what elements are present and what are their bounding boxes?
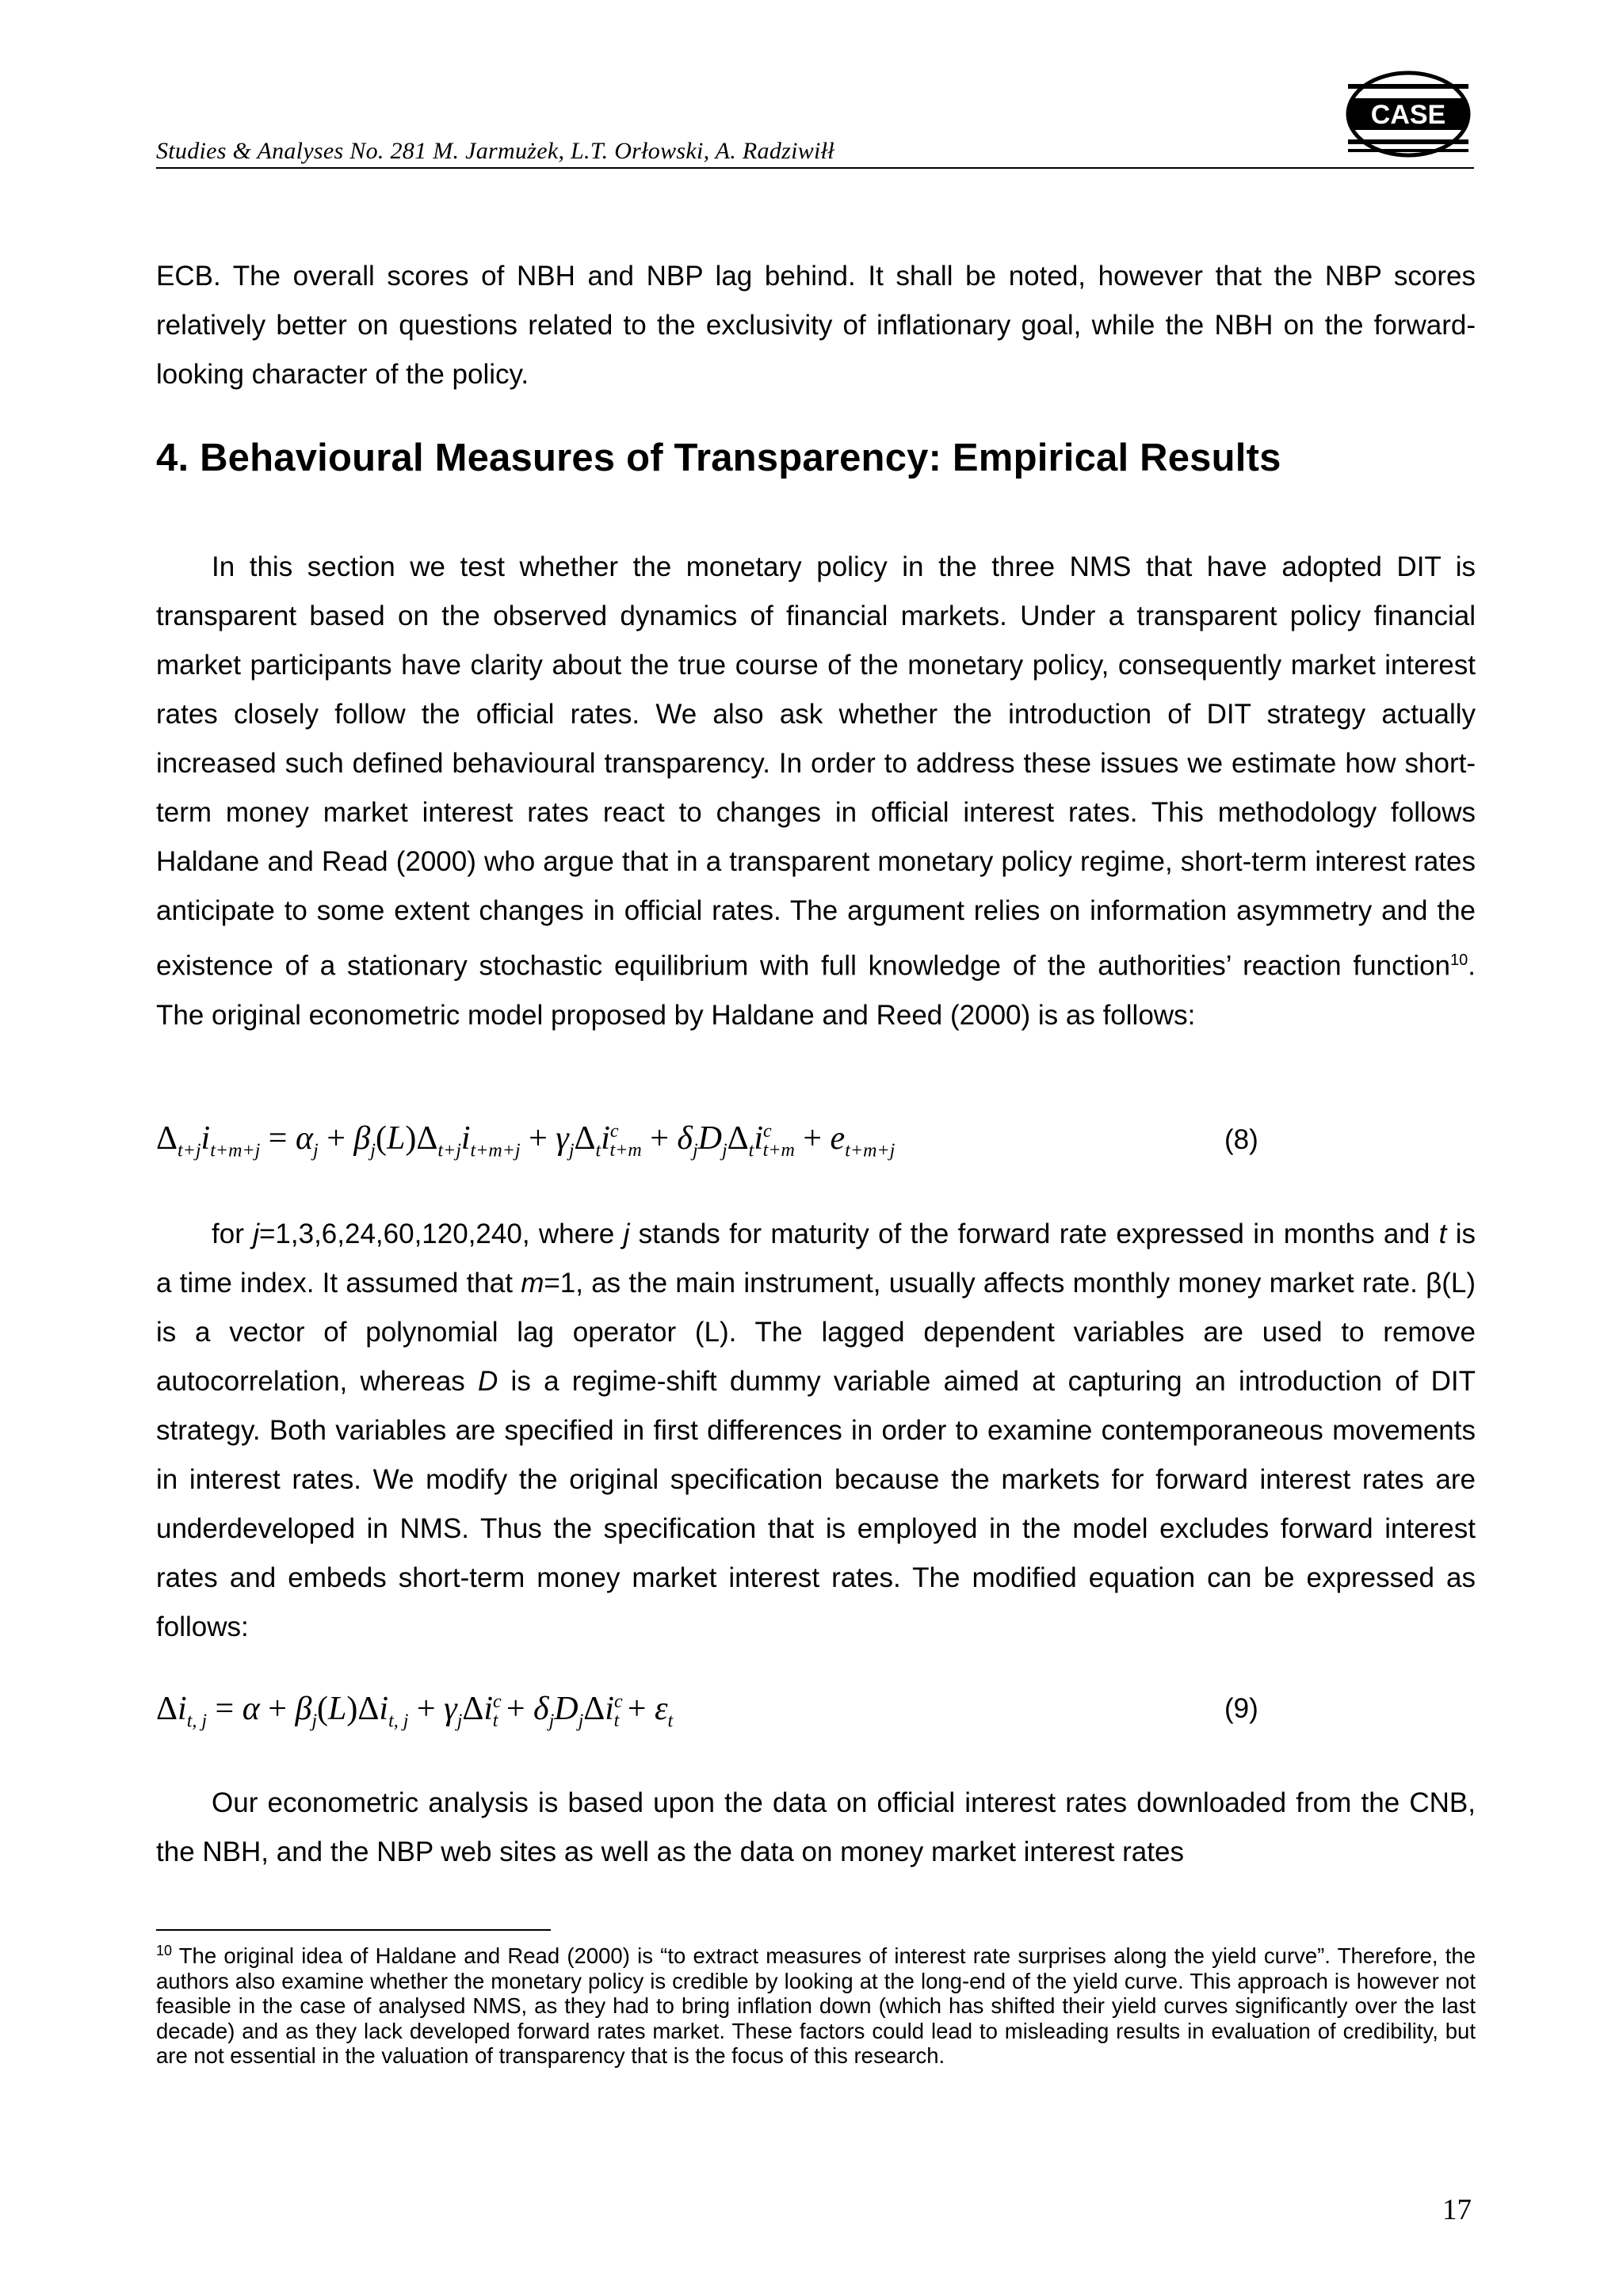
p3-part-a: for	[212, 1219, 254, 1249]
p3-m: m	[521, 1268, 544, 1299]
paragraph-data: Our econometric analysis is based upon the data on official interest rates downloaded from the CNB, the NBH, and the NBP web sites as well as the data on money market interest rates	[156, 1787, 1476, 1867]
p3-j2: j	[623, 1219, 630, 1249]
footnote	[156, 1939, 1476, 2069]
p3-part-d: is a time index. It assumed that	[156, 1219, 1476, 1299]
running-header: Studies & Analyses No. 281 M. Jarmużek, L.T. Orłowski, A. Radziwiłł	[156, 138, 834, 164]
equation-9: $\Delta i_{t, j} = \alpha + \beta_j(L)\Delta i_{t, j} + \gamma_j\Delta i^c_t + \delta_jD_j\Delta i^c_t + \varepsilon_t$	[156, 1691, 674, 1732]
equation-8: $\Delta_{t+j}i_{t+m+j} = \alpha_j + \beta_j(L)\Delta_{t+j}i_{t+m+j} + \gamma_j\Delta_ti^c_{t+m} + \delta_jD_j\Delta_ti^c_{t+m} + e_{t+m+j}$	[156, 1120, 896, 1161]
section-heading: 4. Behavioural Measures of Transparency: Empirical Results	[156, 437, 1281, 479]
footnote-marker: 10	[156, 1943, 173, 1958]
footnote-ref: 10	[1450, 952, 1468, 969]
equation-9-number: (9)	[1224, 1693, 1258, 1724]
paragraph-methodology	[156, 543, 1476, 1040]
page-number: 17	[1442, 2194, 1472, 2226]
equation-8-number: (8)	[1224, 1124, 1258, 1155]
footnote-text: The original idea of Haldane and Read (2000) is “to extract measures of interest rate surprises along the yield curve”. Therefore, the authors also examine whether the monetary policy is credible by looking at the long-end of the yield curve. This approach is however not feasible in the case of analysed NMS, as they had to bring inflation down (which has shifted their yield curves significantly over the last decade) and as they lack developed forward rates market. These factors could lead to misleading results in evaluation of credibility, but are not essential in the valuation of transparency that is the focus of this research.	[156, 1943, 1476, 2069]
case-logo	[1345, 67, 1472, 162]
p3-part-e: =1, as the main instrument, usually affects monthly money market rate. β(L) is a vector of polynomial lag operator (L). The lagged dependent variables are used to remove autocorrelation, whereas	[156, 1268, 1476, 1397]
footnote-rule	[156, 1929, 551, 1931]
p3-D: D	[478, 1366, 498, 1397]
p3-j1: j	[253, 1219, 259, 1249]
paragraph-intro: ECB. The overall scores of NBH and NBP lag behind. It shall be noted, however that the NBP scores relatively better on questions related to the exclusivity of inflationary goal, while the NBH on the forward-looking character of the policy.	[156, 261, 1476, 390]
header-rule	[156, 167, 1474, 169]
p3-part-c: stands for maturity of the forward rate expressed in months and	[629, 1219, 1439, 1249]
paragraph-variables	[156, 1210, 1476, 1652]
logo-text: CASE	[1370, 100, 1446, 130]
p3-part-f: is a regime-shift dummy variable aimed at capturing an introduction of DIT strategy. Both variables are specified in first differences in order to examine contemporaneous movements in interest rates. We modify the original specification because the markets for forward interest rates are underdeveloped in NMS. Thus the specification that is employed in the model excludes forward interest rates and embeds short-term money market interest rates. The modified equation can be expressed as follows:	[156, 1366, 1476, 1642]
paragraph-methodology-text: In this section we test whether the monetary policy in the three NMS that have adopted DIT is transparent based on the observed dynamics of financial markets. Under a transparent policy financial market participants have clarity about the true course of the monetary policy, consequently market interest rates closely follow the official rates. We also ask whether the introduction of DIT strategy actually increased such defined behavioural transparency. In order to address these issues we estimate how short-term money market interest rates react to changes in official interest rates. This methodology follows Haldane and Read (2000) who argue that in a transparent monetary policy regime, short-term interest rates anticipate to some extent changes in official rates. The argument relies on information asymmetry and the existence of a stationary stochastic equilibrium with full knowledge of the authorities’ reaction function	[156, 551, 1476, 982]
p3-t: t	[1438, 1219, 1447, 1249]
p3-part-b: =1,3,6,24,60,120,240, where	[258, 1219, 624, 1249]
paragraph-methodology-tail: . The original econometric model proposed by Haldane and Reed (2000) is as follows:	[156, 950, 1476, 1031]
